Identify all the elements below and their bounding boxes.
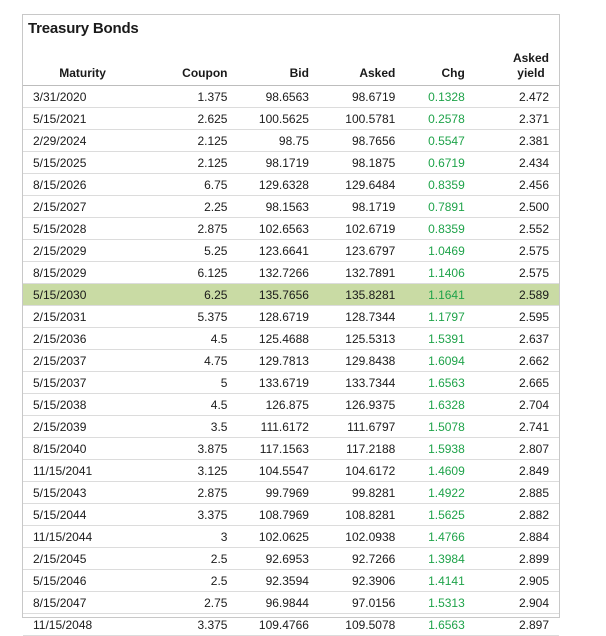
cell-bid: 108.7969 [227,504,308,526]
table-row [23,548,559,570]
table-header-row [23,41,559,86]
cell-bid: 135.7656 [227,284,308,306]
table-row [23,614,559,636]
cell-asked-yield: 2.589 [465,284,559,306]
cell-coupon: 2.875 [142,482,227,504]
cell-asked: 97.0156 [309,592,395,614]
cell-maturity: 8/15/2026 [23,174,142,196]
cell-maturity: 11/15/2048 [23,614,142,636]
cell-coupon: 2.625 [142,108,227,130]
cell-chg: 1.4922 [395,482,464,504]
cell-asked-yield: 2.904 [465,592,559,614]
bonds-table [23,41,559,636]
cell-asked-yield: 2.884 [465,526,559,548]
cell-asked: 117.2188 [309,438,395,460]
header-bid: Bid [227,41,308,86]
cell-chg: 1.5391 [395,328,464,350]
table-row [23,196,559,218]
table-row [23,592,559,614]
cell-asked-yield: 2.849 [465,460,559,482]
cell-asked: 128.7344 [309,306,395,328]
cell-chg: 0.2578 [395,108,464,130]
cell-asked: 125.5313 [309,328,395,350]
cell-coupon: 6.25 [142,284,227,306]
cell-asked-yield: 2.595 [465,306,559,328]
cell-bid: 104.5547 [227,460,308,482]
cell-asked-yield: 2.899 [465,548,559,570]
cell-asked: 108.8281 [309,504,395,526]
cell-bid: 128.6719 [227,306,308,328]
cell-bid: 102.6563 [227,218,308,240]
cell-bid: 132.7266 [227,262,308,284]
cell-asked: 98.6719 [309,86,395,108]
cell-maturity: 2/15/2036 [23,328,142,350]
cell-maturity: 5/15/2043 [23,482,142,504]
cell-asked-yield: 2.704 [465,394,559,416]
treasury-bonds-panel [22,14,560,632]
cell-coupon: 2.5 [142,548,227,570]
cell-chg: 1.4766 [395,526,464,548]
cell-maturity: 8/15/2029 [23,262,142,284]
cell-chg: 1.1406 [395,262,464,284]
table-row [23,174,559,196]
header-coupon: Coupon [142,41,227,86]
cell-asked: 111.6797 [309,416,395,438]
cell-maturity: 5/15/2037 [23,372,142,394]
cell-maturity: 5/15/2038 [23,394,142,416]
cell-asked: 129.6484 [309,174,395,196]
cell-asked: 135.8281 [309,284,395,306]
cell-coupon: 2.5 [142,570,227,592]
header-asked-yield [465,41,559,86]
cell-asked-yield: 2.905 [465,570,559,592]
cell-coupon: 3 [142,526,227,548]
cell-chg: 1.1641 [395,284,464,306]
cell-asked-yield: 2.552 [465,218,559,240]
cell-chg: 0.7891 [395,196,464,218]
cell-coupon: 4.5 [142,394,227,416]
cell-maturity: 5/15/2028 [23,218,142,240]
cell-asked-yield: 2.500 [465,196,559,218]
cell-maturity: 2/15/2039 [23,416,142,438]
table-row [23,482,559,504]
table-row [23,460,559,482]
cell-chg: 1.6328 [395,394,464,416]
cell-asked-yield: 2.575 [465,240,559,262]
cell-coupon: 2.75 [142,592,227,614]
cell-asked-yield: 2.807 [465,438,559,460]
cell-maturity: 2/29/2024 [23,130,142,152]
table-row [23,570,559,592]
cell-bid: 129.7813 [227,350,308,372]
cell-coupon: 5.25 [142,240,227,262]
cell-chg: 0.8359 [395,218,464,240]
cell-maturity: 5/15/2021 [23,108,142,130]
table-row [23,328,559,350]
cell-coupon: 2.125 [142,130,227,152]
cell-bid: 96.9844 [227,592,308,614]
cell-chg: 1.6563 [395,372,464,394]
cell-bid: 98.1563 [227,196,308,218]
table-row [23,504,559,526]
cell-maturity: 5/15/2025 [23,152,142,174]
cell-asked-yield: 2.575 [465,262,559,284]
cell-chg: 1.5313 [395,592,464,614]
cell-maturity: 5/15/2046 [23,570,142,592]
cell-asked: 98.1719 [309,196,395,218]
cell-coupon: 3.375 [142,504,227,526]
cell-maturity: 2/15/2027 [23,196,142,218]
cell-chg: 1.5625 [395,504,464,526]
cell-bid: 117.1563 [227,438,308,460]
cell-maturity: 2/15/2037 [23,350,142,372]
header-chg: Chg [395,41,464,86]
table-body [23,86,559,636]
cell-chg: 1.5938 [395,438,464,460]
cell-bid: 98.6563 [227,86,308,108]
cell-bid: 123.6641 [227,240,308,262]
cell-coupon: 3.125 [142,460,227,482]
cell-asked-yield: 2.371 [465,108,559,130]
cell-asked-yield: 2.637 [465,328,559,350]
cell-chg: 1.4141 [395,570,464,592]
table-row [23,152,559,174]
cell-coupon: 6.125 [142,262,227,284]
table-row [23,284,559,306]
cell-maturity: 3/31/2020 [23,86,142,108]
cell-asked-yield: 2.741 [465,416,559,438]
header-asked: Asked [309,41,395,86]
cell-asked: 98.1875 [309,152,395,174]
cell-coupon: 2.125 [142,152,227,174]
cell-maturity: 11/15/2044 [23,526,142,548]
header-asked-yield-line1: Asked [512,51,549,65]
cell-maturity: 8/15/2047 [23,592,142,614]
cell-asked: 132.7891 [309,262,395,284]
table-title: Treasury Bonds [28,20,139,37]
cell-coupon: 5.375 [142,306,227,328]
cell-asked: 123.6797 [309,240,395,262]
cell-asked-yield: 2.434 [465,152,559,174]
cell-bid: 125.4688 [227,328,308,350]
cell-coupon: 3.375 [142,614,227,636]
header-asked-yield-label [513,51,549,81]
cell-coupon: 4.5 [142,328,227,350]
cell-maturity: 11/15/2041 [23,460,142,482]
cell-asked: 99.8281 [309,482,395,504]
table-row [23,108,559,130]
cell-chg: 1.6094 [395,350,464,372]
cell-maturity: 2/15/2031 [23,306,142,328]
cell-chg: 0.6719 [395,152,464,174]
table-row [23,218,559,240]
table-row [23,306,559,328]
cell-asked: 102.0938 [309,526,395,548]
cell-asked-yield: 2.885 [465,482,559,504]
cell-asked-yield: 2.456 [465,174,559,196]
cell-bid: 133.6719 [227,372,308,394]
table-row [23,86,559,108]
table-row [23,350,559,372]
cell-coupon: 1.375 [142,86,227,108]
cell-bid: 109.4766 [227,614,308,636]
cell-coupon: 2.875 [142,218,227,240]
cell-bid: 100.5625 [227,108,308,130]
table-row [23,372,559,394]
cell-bid: 98.75 [227,130,308,152]
cell-coupon: 3.875 [142,438,227,460]
cell-chg: 0.1328 [395,86,464,108]
cell-asked: 100.5781 [309,108,395,130]
table-row [23,262,559,284]
table-row [23,416,559,438]
cell-chg: 1.0469 [395,240,464,262]
header-maturity: Maturity [23,41,142,86]
cell-chg: 1.5078 [395,416,464,438]
cell-coupon: 4.75 [142,350,227,372]
cell-bid: 99.7969 [227,482,308,504]
cell-chg: 1.4609 [395,460,464,482]
cell-bid: 102.0625 [227,526,308,548]
cell-maturity: 5/15/2030 [23,284,142,306]
cell-asked: 129.8438 [309,350,395,372]
cell-asked-yield: 2.882 [465,504,559,526]
cell-maturity: 2/15/2045 [23,548,142,570]
cell-asked-yield: 2.381 [465,130,559,152]
cell-chg: 0.5547 [395,130,464,152]
header-asked-yield-line2: yield [517,66,545,80]
cell-asked: 92.7266 [309,548,395,570]
cell-asked-yield: 2.662 [465,350,559,372]
cell-chg: 1.1797 [395,306,464,328]
table-row [23,130,559,152]
cell-coupon: 2.25 [142,196,227,218]
cell-coupon: 3.5 [142,416,227,438]
cell-asked: 126.9375 [309,394,395,416]
cell-bid: 111.6172 [227,416,308,438]
cell-bid: 92.6953 [227,548,308,570]
cell-chg: 1.6563 [395,614,464,636]
table-row [23,394,559,416]
cell-asked: 109.5078 [309,614,395,636]
cell-maturity: 2/15/2029 [23,240,142,262]
cell-chg: 0.8359 [395,174,464,196]
table-row [23,526,559,548]
cell-bid: 98.1719 [227,152,308,174]
cell-asked-yield: 2.665 [465,372,559,394]
table-row [23,438,559,460]
cell-asked: 92.3906 [309,570,395,592]
cell-asked: 133.7344 [309,372,395,394]
cell-coupon: 6.75 [142,174,227,196]
cell-bid: 126.875 [227,394,308,416]
cell-maturity: 5/15/2044 [23,504,142,526]
cell-chg: 1.3984 [395,548,464,570]
cell-asked-yield: 2.472 [465,86,559,108]
cell-asked-yield: 2.897 [465,614,559,636]
table-row [23,240,559,262]
cell-coupon: 5 [142,372,227,394]
cell-maturity: 8/15/2040 [23,438,142,460]
cell-asked: 104.6172 [309,460,395,482]
cell-bid: 129.6328 [227,174,308,196]
cell-asked: 102.6719 [309,218,395,240]
cell-asked: 98.7656 [309,130,395,152]
cell-bid: 92.3594 [227,570,308,592]
